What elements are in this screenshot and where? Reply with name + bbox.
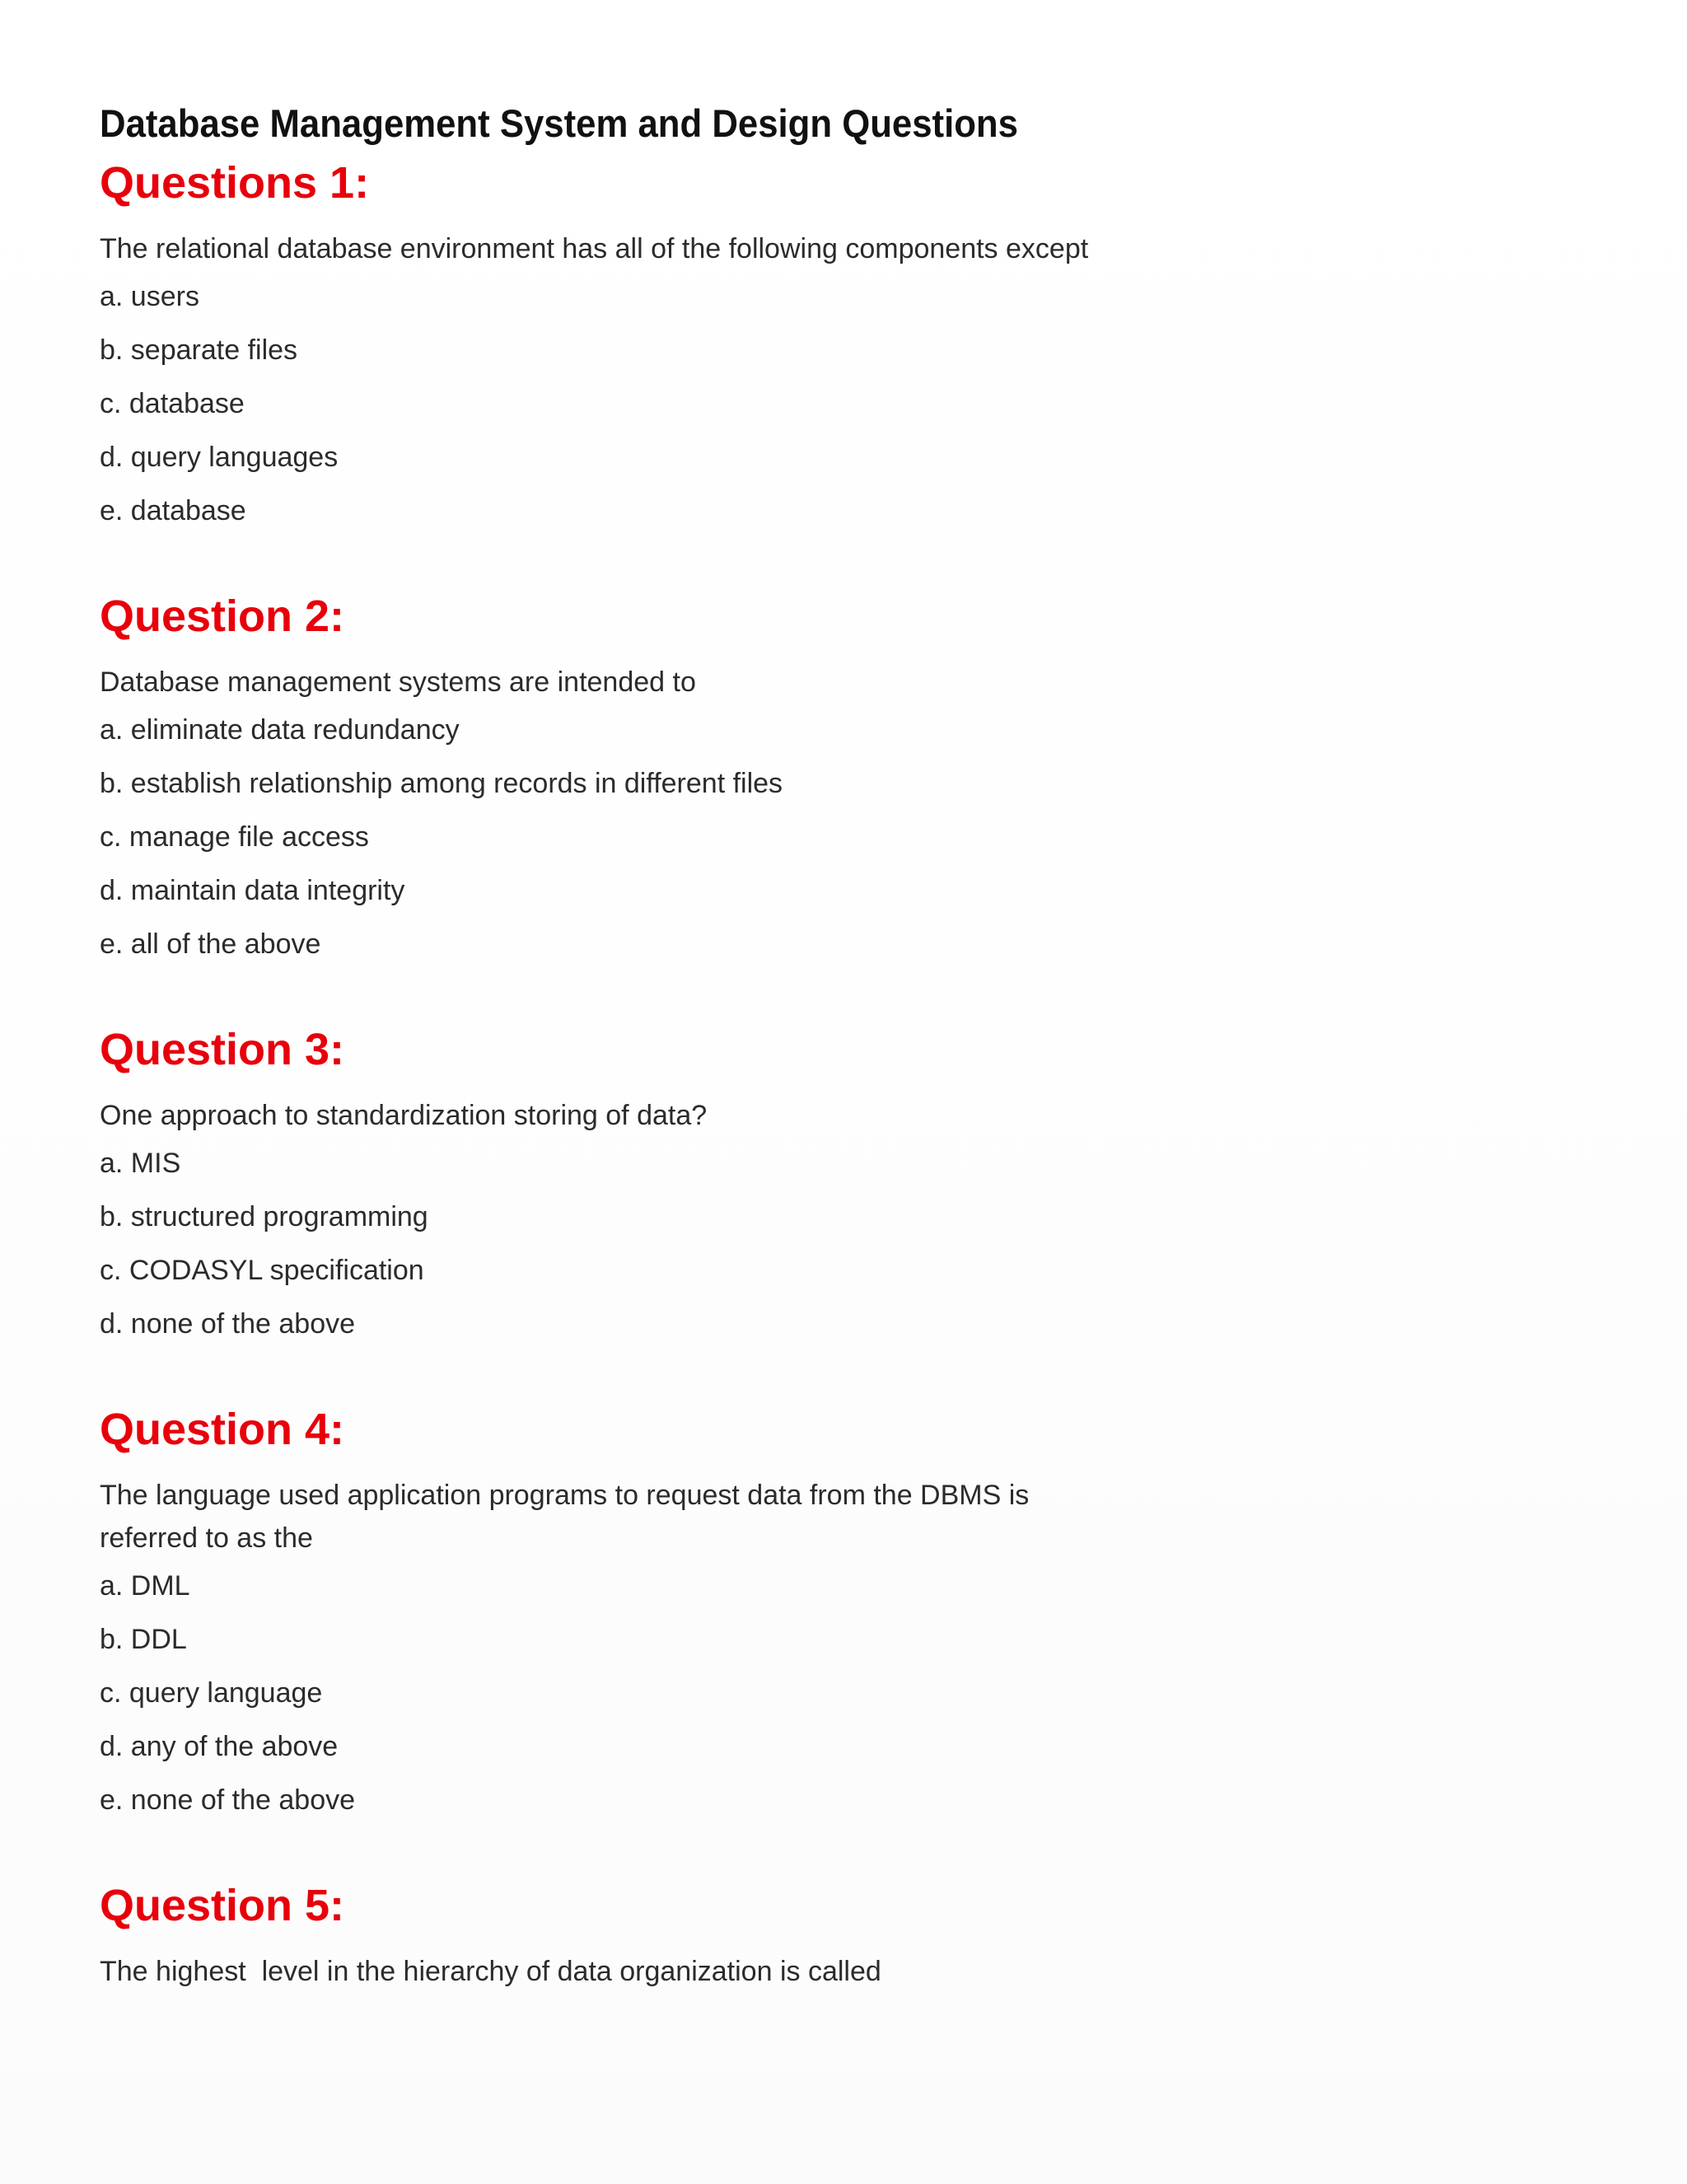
option-item: e. database [100, 495, 246, 526]
question-3 [100, 1021, 1171, 1351]
question-2 [100, 587, 1171, 971]
option-item: a. eliminate data redundancy [100, 714, 460, 746]
option-item: d. maintain data integrity [100, 875, 405, 906]
option-item: a. users [100, 281, 199, 312]
option-list [100, 1560, 1171, 1827]
option-item: c. query language [100, 1677, 323, 1709]
option-item: d. query languages [100, 442, 339, 473]
option-item: d. any of the above [100, 1731, 339, 1762]
option-item: a. DML [100, 1570, 190, 1602]
question-text: The highest level in the hierarchy of data organization is called [100, 1956, 881, 1987]
option-item: d. none of the above [100, 1308, 356, 1340]
question-heading: Questions 1: [100, 158, 370, 208]
option-item: b. structured programming [100, 1201, 428, 1232]
option-item: c. database [100, 388, 245, 419]
option-item: b. separate files [100, 334, 298, 366]
document-content [100, 97, 1171, 1993]
question-4 [100, 1401, 1171, 1827]
document-title: Database Management System and Design Questions [100, 101, 1018, 145]
option-item: b. DDL [100, 1624, 187, 1655]
option-list [100, 1137, 1171, 1351]
question-text: The language used application programs to request data from the DBMS is referred to as the [100, 1480, 1037, 1554]
question-text: Database management systems are intended to [100, 666, 696, 698]
option-list [100, 704, 1171, 971]
question-heading: Question 5: [100, 1881, 345, 1930]
option-item: c. CODASYL specification [100, 1255, 424, 1286]
question-heading: Question 3: [100, 1025, 345, 1074]
option-item: c. manage file access [100, 821, 369, 853]
option-item: b. establish relationship among records in different files [100, 768, 783, 799]
question-5 [100, 1877, 1171, 1993]
question-heading: Question 4: [100, 1405, 345, 1454]
option-list [100, 270, 1171, 538]
option-item: e. all of the above [100, 928, 321, 960]
option-item: a. MIS [100, 1148, 181, 1179]
question-1 [100, 154, 1171, 538]
question-text: The relational database environment has all of the following components except [100, 233, 1089, 264]
option-item: e. none of the above [100, 1784, 356, 1816]
question-text: One approach to standardization storing of data? [100, 1100, 708, 1131]
question-heading: Question 2: [100, 592, 345, 641]
